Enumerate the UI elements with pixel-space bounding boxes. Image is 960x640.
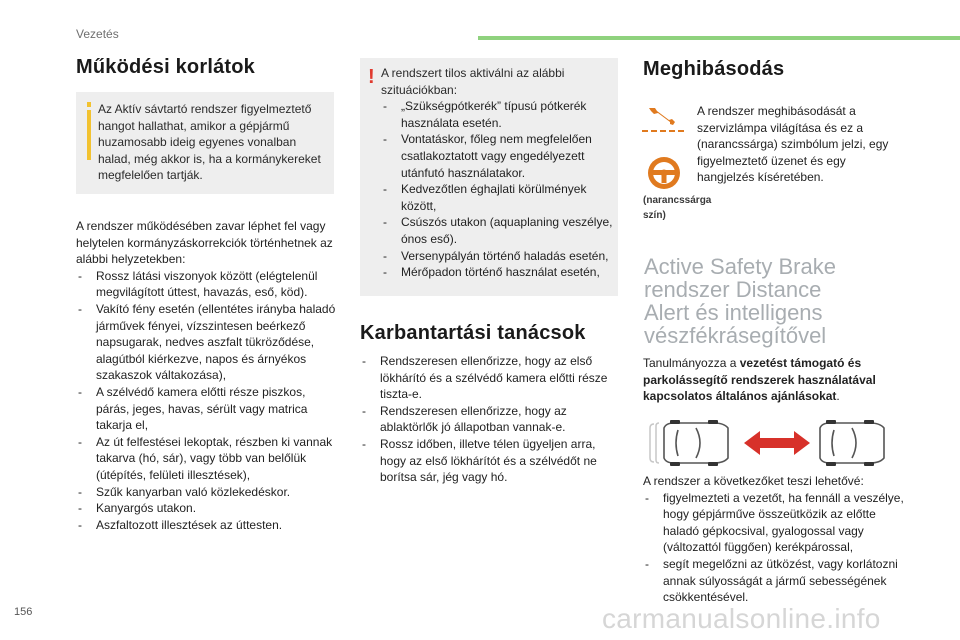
list-item: - Szűk kanyarban való közlekedéskor. [76, 484, 338, 501]
list-item: - Versenypályán történő haladás esetén, [381, 248, 616, 265]
list-item: - segít megelőzni az ütközést, vagy korlátozni annak súlyosságát a jármű sebességének csökkentésével. [643, 556, 905, 606]
feature-title-line: rendszer Distance [644, 277, 822, 302]
feature-title-line: vészfékrásegítővel [644, 323, 827, 348]
info-icon [87, 102, 91, 160]
header-section-label: Vezetés [76, 27, 119, 41]
info-note-text: Az Aktív sávtartó rendszer figyelmeztető hangot hallathat, amikor a gépjármű huzamosabb ideig egyenes vonalban halad, még akkor is, ha a kormánykereket megfelelően tartják. [98, 102, 321, 183]
limitations-intro: A rendszer működésében zavar léphet fel vagy helytelen kormányzáskorrekciók történhetnek az alábbi helyzetekben: [76, 219, 333, 267]
list-item: - „Szükségpótkerék” típusú pótkerék használata esetén. [381, 98, 616, 131]
list-item: - Vakító fény esetén (ellentétes irányba haladó járművek fényei, vízszintesen beérkező napsugarak, nedves aszfalt tükröződése, alagútból kiérkezve, napos és árnyékos szakaszok váltakozása), [76, 301, 338, 384]
warning-icon: ! [368, 66, 375, 88]
section-title-limitations: Működési korlátok [76, 56, 255, 78]
warning-list [381, 98, 616, 281]
list-item: - A szélvédő kamera előtti része piszkos, párás, jeges, havas, sérült vagy matrica takarja el, [76, 384, 338, 434]
list-item: - Aszfaltozott illesztések az úttesten. [76, 517, 338, 534]
list-item: - Rendszeresen ellenőrizze, hogy az első lökhárító és a szélvédő kamera előtti része tiszta-e. [360, 353, 622, 403]
steering-wheel-icon [645, 155, 683, 191]
feature-title-line: Alert és intelligens [644, 300, 823, 325]
list-item: - Kanyargós utakon. [76, 500, 338, 517]
list-item: - Kedvezőtlen éghajlati körülmények között, [381, 181, 616, 214]
study-bold-link: vezetést támogató és parkolássegítő rendszerek használatával kapcsolatos általános ajánlásokat [643, 356, 876, 404]
list-item: - Mérőpadon történő használat esetén, [381, 264, 616, 281]
malfunction-text: A rendszer meghibásodását a szervizlámpa világítása és ez a (narancssárga) szimbólum jelzi, egy figyelmeztető üzenet és egy hangjelzés kíséretében. [697, 104, 889, 185]
list-item: - Rossz látási viszonyok között (elégtelenül megvilágított úttest, havazás, eső, köd). [76, 268, 338, 301]
list-item: - figyelmezteti a vezetőt, ha fennáll a veszélye, hogy gépjárműve összeütközik az előtte haladó gépkocsival, gyalogossal vagy (változattól függően) kerékpárossal, [643, 490, 905, 556]
study-suffix: . [836, 389, 840, 404]
maintenance-body [360, 353, 622, 486]
section-title-maintenance: Karbantartási tanácsok [360, 322, 586, 344]
service-wrench-icon [641, 104, 687, 134]
list-item: - Vontatáskor, főleg nem megfelelően csatlakoztatott vagy engedélyezett utánfutó használatakor. [381, 131, 616, 181]
limitations-list [76, 268, 338, 534]
watermark: carmanualsonline.info [602, 603, 881, 634]
allows-body [643, 473, 905, 606]
list-item: - Rendszeresen ellenőrizze, hogy az ablaktörlők jó állapotban vannak-e. [360, 403, 622, 436]
limitations-body [76, 218, 338, 533]
maintenance-list [360, 353, 622, 486]
study-recommendation [643, 355, 905, 405]
list-item: - Csúszós utakon (aquaplaning veszélye, ónos eső). [381, 214, 616, 247]
list-item: - Rossz időben, illetve télen ügyeljen arra, hogy az első lökhárítót és a szélvédőt ne borítsa sár, jég vagy hó. [360, 436, 622, 486]
feature-title-line: Active Safety Brake [644, 254, 836, 279]
warning-box [360, 58, 618, 296]
list-item: - Az út felfestései lekoptak, részben ki vannak takarva (hó, sár), vagy több van belőlük (útépítés, felületi illesztések), [76, 434, 338, 484]
feature-title [644, 255, 924, 347]
warning-intro: A rendszert tilos aktiválni az alábbi szituációkban: [381, 66, 565, 97]
section-title-malfunction: Meghibásodás [643, 58, 785, 80]
header-accent-bar [478, 36, 960, 40]
allows-list [643, 490, 905, 606]
warning-content [381, 65, 616, 281]
study-prefix: Tanulmányozza a [643, 356, 740, 370]
allows-intro: A rendszer a következőket teszi lehetővé: [643, 474, 864, 488]
page-number: 156 [14, 606, 33, 618]
info-note-box [76, 92, 334, 194]
vehicles-collision-icon [648, 420, 900, 466]
icon-caption: (narancssárga szín) [643, 195, 712, 221]
